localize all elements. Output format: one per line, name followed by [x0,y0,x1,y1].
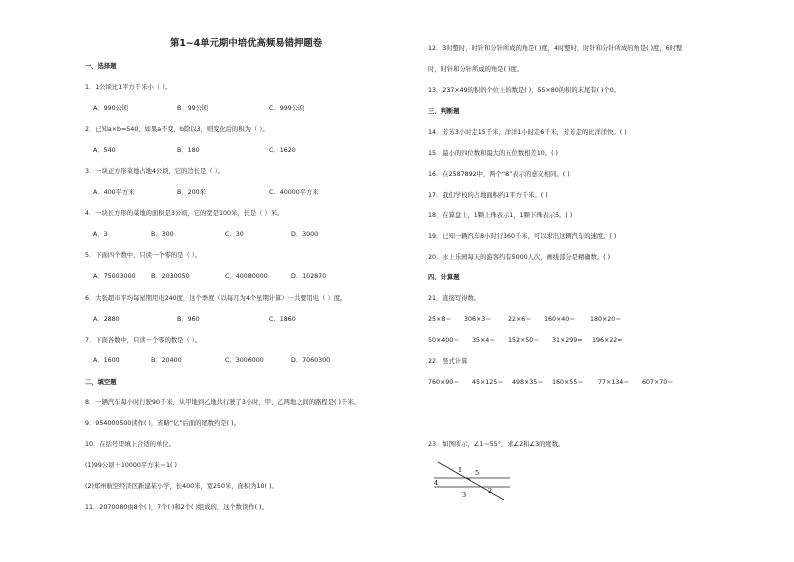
page-title: 第1~4单元期中培优高频易错押题卷 [170,38,323,49]
question-10-1: (1)99公顷＋10000平方米＝1( ) [85,462,177,469]
question-10-2: (2)郑州航空经济区新建某小学，长400米，宽250米，面积为10( )。 [85,483,278,490]
calc-item: 180×20＝ [590,316,622,323]
option-a: A．1600 [93,357,120,364]
question-5: 5．下面四个数中，只读一个零的是（ ）。 [85,252,202,259]
question-18: 18．在算盘上，1颗上珠表示1，1颗下珠表示5。( ) [428,212,573,219]
question-9: 9．954000500读作( )，省略“亿”后面的尾数约是( )。 [85,420,240,427]
option-b: B．960 [177,316,200,323]
angle-label-1: 1 [458,466,463,474]
angle-label-2: 2 [488,487,493,495]
angle-label-3: 3 [462,491,467,499]
calc-item: 31×299≈ [552,337,583,344]
option-a: A．540 [93,147,116,154]
question-16: 16．在2587892中，两个“8”表示的意义相同。( ) [428,171,570,178]
question-6: 6．大张超市平均每星期用电240度，这个季度（以每月为4个星期计算）一共要用电（ ）度。 [85,295,347,302]
question-4: 4．一块长方形的菜地的面积是3公顷，它的宽是100米，长是（ ）米。 [85,210,284,217]
question-2: 2．已知a×b=540，如果a不变，b除以3，则变化后的积为（ ）。 [85,126,269,133]
option-c: C．40000平方米 [269,189,319,196]
question-17: 17．我们学校的占地面积约1平方千米。( ) [428,192,548,199]
calc-item: 45×125＝ [472,379,504,386]
calc-item: 160×40＝ [544,316,576,323]
calc-item: 196×22≈ [592,337,623,344]
section-fill: 二、填空题 [85,379,117,386]
angle-figure [430,460,512,502]
question-12: 12．3时整时，时针和分针所成的角是( )度，4时整时，时针和分针所成的角是( )度，6时整 [428,45,683,52]
section-choice: 一、选择题 [85,63,117,70]
question-19: 19．已知一辆汽车8小时行360千米，可以求出这辆汽车的速度。( ) [428,233,617,240]
option-b: B．180 [177,147,200,154]
option-b: B．200米 [177,189,206,196]
option-d: D．102870 [291,273,327,280]
question-14: 14．芳芳3小时走15千米，洋洋1小时走6千米，芳芳走的比洋洋快。( ) [428,129,627,136]
question-8: 8．一辆汽车每小时行驶90千米，从甲地到乙地共行驶了3小时，甲、乙两地之间的路程是( )千米。 [85,399,360,406]
option-a: A．2880 [93,316,120,323]
option-b: B．20400 [151,357,182,364]
question-7: 7．下面各数中，只读一个零的数是（ ）。 [85,337,202,344]
option-a: A．75003000 [93,273,136,280]
option-c: C．1620 [269,147,296,154]
question-22: 22．竖式计算 [428,358,468,365]
angle-label-5: 5 [475,469,480,477]
option-b: B．99公顷 [177,105,209,112]
option-c: C．30 [225,231,244,238]
transversal-line [438,462,504,500]
calc-item: 77×134＝ [598,379,630,386]
calc-item: 607×70＝ [642,379,674,386]
option-a: A．3 [93,231,108,238]
question-23: 23．如图所示，∠1＝55°，求∠2和∠3的度数。 [428,441,565,448]
question-12-cont: 时，时针和分针所成的角是( )度。 [428,66,524,73]
option-c: C．40080000 [225,273,268,280]
section-judge: 三、判断题 [428,108,460,115]
option-c: C．999公顷 [269,105,305,112]
option-a: A．990公顷 [93,105,129,112]
calc-item: 306×3＝ [464,316,492,323]
option-d: D．7060300 [291,357,331,364]
option-d: D．3000 [291,231,319,238]
question-13: 13．237×49的积的个位上的数是( )，55×80的积的末尾有( )个0。 [428,87,621,94]
calc-item: 760×90＝ [428,379,460,386]
calc-item: 35×4＝ [472,337,496,344]
question-21: 21．直接写得数。 [428,295,481,302]
section-calc: 四、计算题 [428,274,460,281]
question-10: 10．在括号里填上合适的单位。 [85,441,175,448]
question-1: 1．1公顷比1平方千米小（ ）。 [85,84,172,91]
option-c: C．3006000 [225,357,264,364]
question-15: 15．最小的四位数和最大的五位数相差10。( ) [428,150,558,157]
calc-item: 25×8＝ [428,316,452,323]
calc-item: 50×400＝ [428,337,460,344]
option-b: B．300 [151,231,174,238]
question-3: 3．一块正方形菜地占地4公顷，它的边长是（ ）。 [85,168,225,175]
calc-item: 498×35＝ [512,379,544,386]
question-20: 20．水上乐园每天的游客约有5000人次，画线部分是精确数。( ) [428,254,611,261]
angle-label-4: 4 [434,479,439,487]
option-b: B．2030050 [151,273,190,280]
calc-item: 22×6＝ [508,316,532,323]
option-c: C．1860 [269,316,296,323]
question-11: 11．2070080由8个( )，7个( )和2个( )组成的，这个数读作( )。 [85,504,268,511]
calc-item: 152×50＝ [508,337,540,344]
option-a: A．400平方米 [93,189,135,196]
calc-item: 160×55＝ [552,379,584,386]
